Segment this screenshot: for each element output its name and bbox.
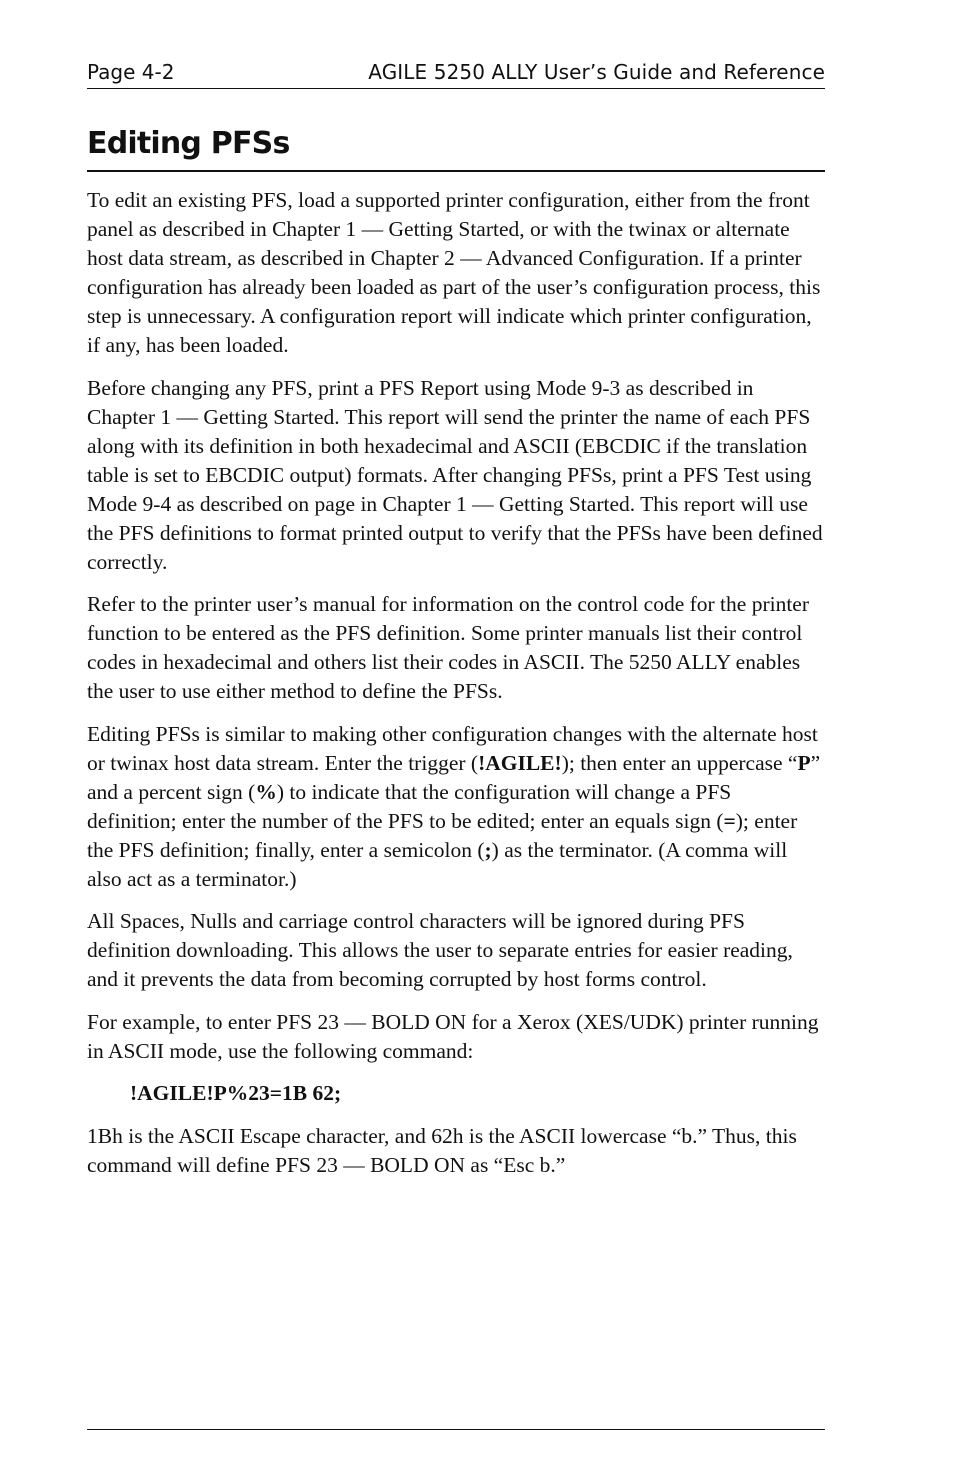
paragraph-pfs-report: Before changing any PFS, print a PFS Report using Mode 9-3 as described in Chapter 1 — Getting Started. This report will send the printer the name of each PFS along with its definition in both hexadecimal and ASCII (EBCDIC if the translation table is set to EBCDIC output) formats. After changing PFSs, print a PFS Test using Mode 9-4 as described on page in Chapter 1 — Getting Started. This report will use the PFS definitions to format printed output to verify that the PFSs have been defined correctly. [87,375,823,574]
paragraph-ignored-characters: All Spaces, Nulls and carriage control characters will be ignored during PFS definition downloading. This allows the user to separate entries for easier reading, and it prevents the data from becoming corrupted by host forms control. [87,909,793,991]
editing-text-2: ); then enter an uppercase “ [561,750,798,775]
percent-sign-code: % [255,779,277,804]
example-command: !AGILE!P%23=1B 62; [130,1081,342,1105]
editing-text-3: ” and a percent sign ( [87,750,821,804]
document-title: AGILE 5250 ALLY User’s Guide and Reference [368,60,825,84]
section-title: Editing PFSs [87,122,825,172]
paragraph-printer-manual: Refer to the printer user’s manual for information on the control code for the printer function to be entered as the PFS definition. Some printer manuals list their control codes in hexadecimal and others list their codes in ASCII. The 5250 ALLY enables the user to use either method to define the PFSs. [87,592,810,703]
paragraph-example-intro: For example, to enter PFS 23 — BOLD ON for a Xerox (XES/UDK) printer running in ASCII mode, use the following command: [87,1009,819,1063]
paragraph-example-explanation: 1Bh is the ASCII Escape character, and 62h is the ASCII lowercase “b.” Thus, this command will define PFS 23 — BOLD ON as “Esc b.” [87,1123,797,1177]
equals-sign-code: = [723,808,736,833]
document-page [87,0,825,1475]
editing-text-6: ) as the terminator. (A comma will also act as a terminator.) [87,837,788,891]
running-header [87,58,825,89]
footer-rule [87,1429,825,1430]
paragraph-editing-syntax [87,720,825,894]
uppercase-p-code: P [797,750,811,775]
page-number: Page 4-2 [87,60,175,84]
editing-text-1: Editing PFSs is similar to making other configuration changes with the alternate host or twinax host data stream. Enter the trigger ( [87,721,818,775]
editing-text-4: ) to indicate that the configuration will change a PFS definition; enter the number of the PFS to be edited; enter an equals sign ( [87,779,732,833]
editing-text-5: ); enter the PFS definition; finally, enter a semicolon ( [87,808,798,862]
semicolon-code: ; [484,837,492,862]
paragraph-load-configuration: To edit an existing PFS, load a supported printer configuration, either from the front panel as described in Chapter 1 — Getting Started, or with the twinax or alternate host data stream, as described in Chapter 2 — Advanced Configuration. If a printer configuration has already been loaded as part of the user’s configuration process, this step is unnecessary. A configuration report will indicate which printer configuration, if any, has been loaded. [87,188,821,357]
body-text [87,186,825,1193]
trigger-code: !AGILE! [478,750,562,775]
